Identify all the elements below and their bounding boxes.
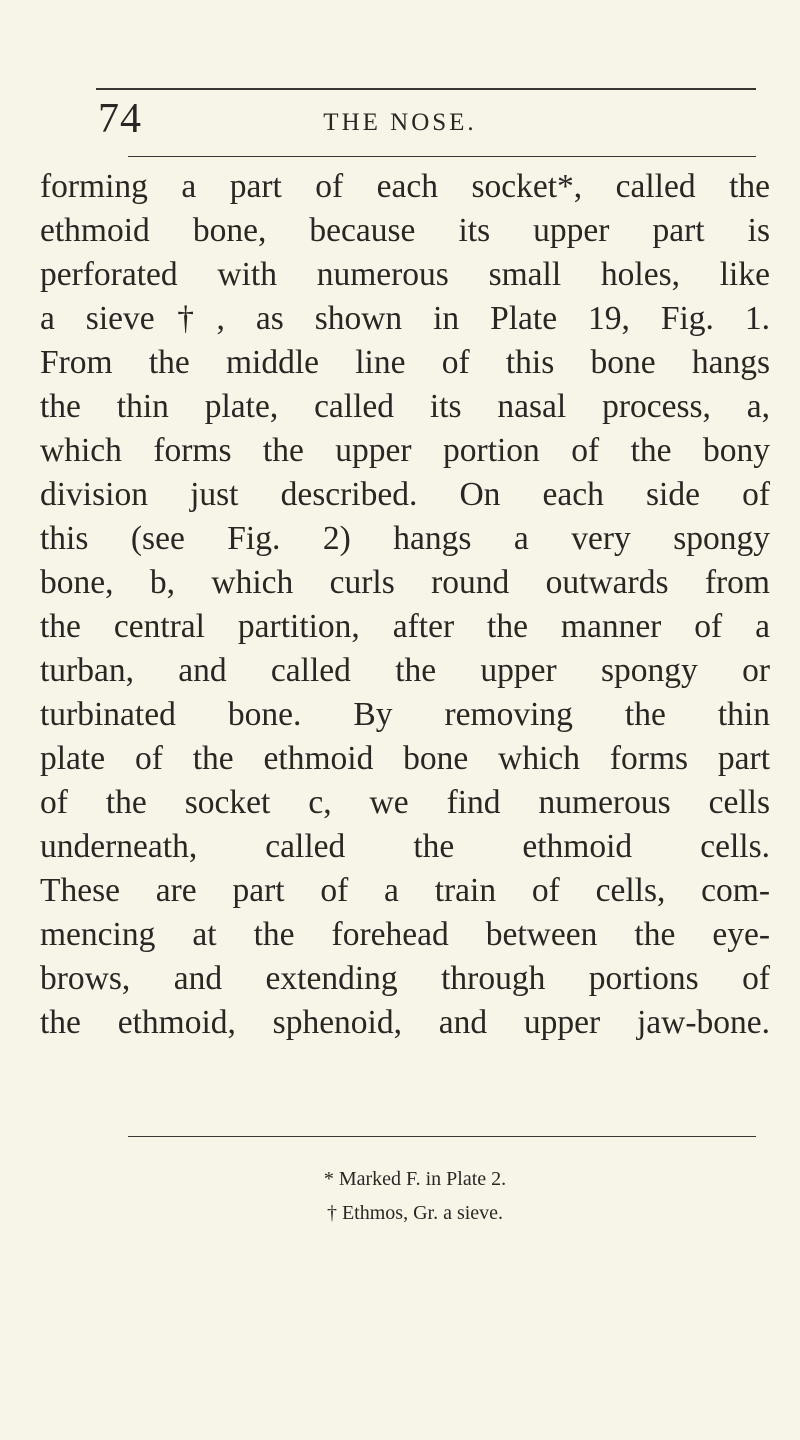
footnote: † Ethmos, Gr. a sieve. bbox=[326, 1202, 504, 1224]
footnotes bbox=[0, 1162, 800, 1230]
text-line: turbinated bone. By removing the thin bbox=[40, 696, 770, 733]
header-top-rule bbox=[96, 88, 756, 90]
text-line: the thin plate, called its nasal process, a, bbox=[40, 388, 770, 425]
text-line: plate of the ethmoid bone which forms part bbox=[40, 740, 770, 777]
text-line: brows, and extending through portions of bbox=[40, 960, 770, 997]
footnote-rule bbox=[128, 1136, 756, 1137]
text-line: the ethmoid, sphenoid, and upper jaw-bone. bbox=[40, 1004, 770, 1041]
text-line: ethmoid bone, because its upper part is bbox=[40, 212, 770, 249]
body-text bbox=[40, 165, 770, 1045]
text-line: which forms the upper portion of the bony bbox=[40, 432, 770, 469]
text-line: of the socket c, we find numerous cells bbox=[40, 784, 770, 821]
text-line: the central partition, after the manner of a bbox=[40, 608, 770, 645]
text-line: These are part of a train of cells, com- bbox=[40, 872, 770, 909]
running-head: THE NOSE. bbox=[323, 109, 477, 136]
text-line: forming a part of each socket*, called the bbox=[40, 168, 770, 205]
text-line: this (see Fig. 2) hangs a very spongy bbox=[40, 520, 770, 557]
text-line: perforated with numerous small holes, like bbox=[40, 256, 770, 293]
text-line: From the middle line of this bone hangs bbox=[40, 344, 770, 381]
text-line: turban, and called the upper spongy or bbox=[40, 652, 770, 689]
text-line: underneath, called the ethmoid cells. bbox=[40, 828, 770, 865]
text-line: division just described. On each side of bbox=[40, 476, 770, 513]
text-line: bone, b, which curls round outwards from bbox=[40, 564, 770, 601]
footnote: * Marked F. in Plate 2. bbox=[323, 1168, 507, 1190]
text-line: a sieve†, as shown in Plate 19, Fig. 1. bbox=[40, 300, 770, 337]
page-number: 74 bbox=[98, 96, 142, 142]
header-bottom-rule bbox=[128, 156, 756, 157]
text-line: mencing at the forehead between the eye- bbox=[40, 916, 770, 953]
